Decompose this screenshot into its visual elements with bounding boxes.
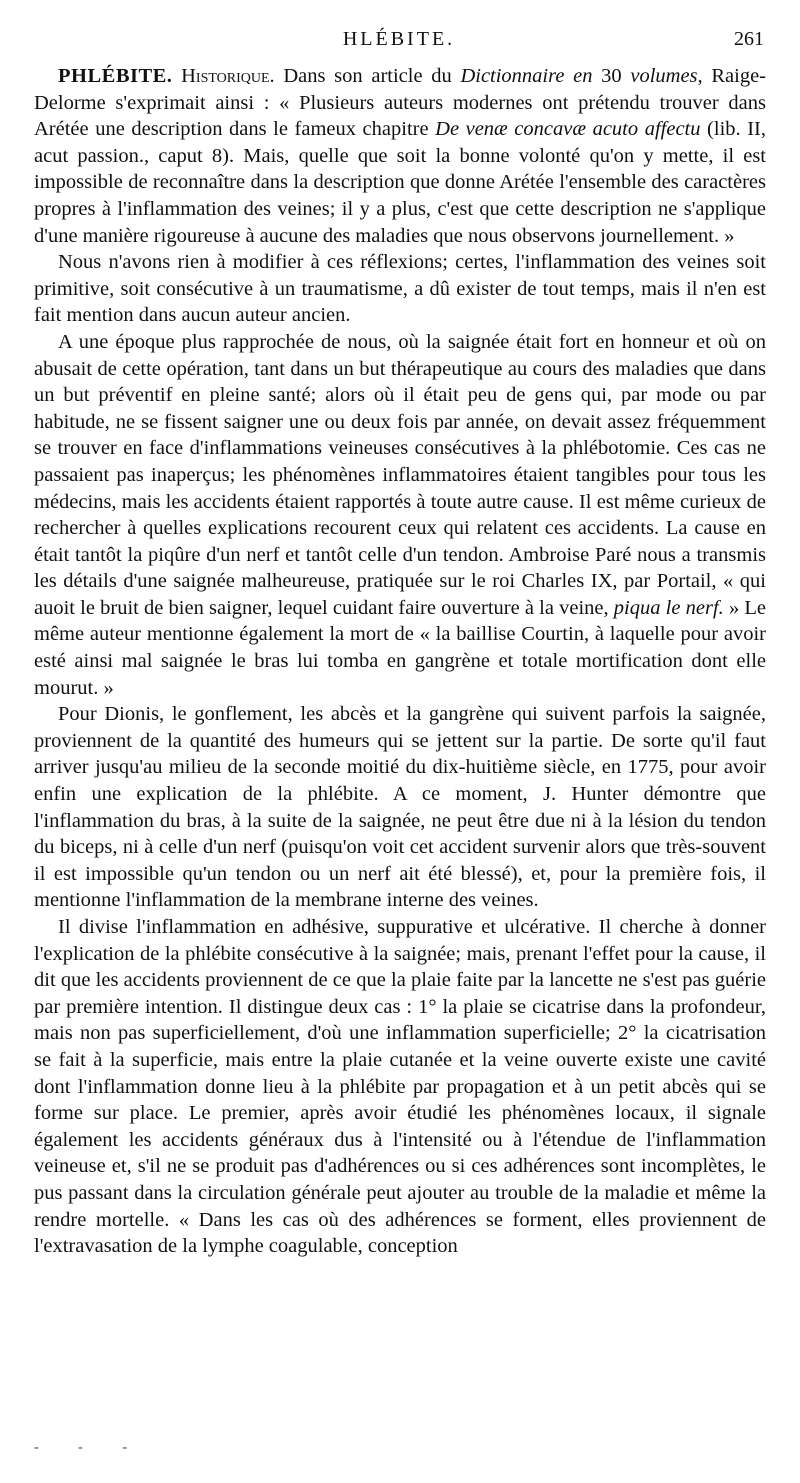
paragraph-1 — [34, 63, 766, 249]
paragraph-5: Il divise l'inflammation en adhésive, suppurative et ulcérative. Il cherche à donner l'explication de la phlébite consécutive à la saignée; mais, prenant l'effet pour la cause, il dit que les accidents proviennent de ce que la plaie faite par la lancette ne s'est pas guérie par première intention. Il distingue deux cas : 1° la plaie se cicatrise dans la profondeur, mais non pas superficiellement, d'où une inflammation superficielle; 2° la cicatrisation se fait à la superficie, mais entre la plaie cutanée et la veine ouverte existe une cavité dont l'inflammation donne lieu à la phlébite par propagation et à un petit abcès qui se forme sur place. Le premier, après avoir étudié les phénomènes locaux, il signale également les accidents généraux dus à l'intensité ou à l'étendue de l'inflammation veineuse et, s'il ne se produit pas d'adhérences ou si ces adhérences sont incomplètes, le pus passant dans la circulation générale peut ajouter au trouble de la maladie et même la rendre mortelle. « Dans les cas où des adhérences se forment, elles proviennent de l'extravasation de la lymphe coagulable, conception — [34, 916, 766, 1258]
paragraph-text: A une époque plus rapprochée de nous, où la saignée était fort en honneur et où on abusait de cette opération, tant dans un but thérapeutique au cours des maladies que dans un but préventif en pleine santé; alors où il était peu de gens qui, par mode ou par habitude, ne se fissent saigner une ou deux fois par année, on devait assez fréquemment se trouver en face d'inflammations veineuses consécutives à la phlébotomie. Ces cas ne passaient pas inaperçus; les phénomènes inflammatoires étaient tangibles pour tous les médecins, mais les accidents étaient rapportés à toute autre cause. Il est même curieux de rechercher à quelles explications recourent ceux qui relatent ces accidents. La cause en était tantôt la piqûre d'un nerf et tantôt celle d'un tendon. Ambroise Paré nous a transmis les détails d'une saignée malheureuse, pratiquée sur le roi Charles IX, par Portail, « qui auoit le bruit de bien saigner, lequel cuidant faire ouverture à la veine, — [34, 330, 766, 619]
paragraph-text: (lib. II, acut passion., caput 8). Mais, quelle que soit la bonne volonté qu'on y mette, il est impossible de reconnaître dans la description que donne Arétée l'ensemble des caractères propres à l'inflammation des veines; il y a plus, c'est que cette description ne s'applique d'une manière rigoureuse à aucune des maladies que nous observons journellement. » — [34, 118, 766, 247]
paragraph-text: Raige-Delorme s'exprimait ainsi : « Plusieurs auteurs modernes ont prétendu trouver dans Arétée une description dans le fameux chapitre — [34, 65, 766, 141]
print-marks: - - - — [34, 1440, 145, 1455]
paragraph-text: » Le même auteur mentionne également la mort de « la baillise Courtin, à laquelle pour avoir esté ainsi mal saignée le bras lui tomba en gangrène et totale mortification dont elle mourut. » — [34, 596, 766, 699]
paragraph-3 — [34, 329, 766, 701]
paragraph-text: Dans son article du — [274, 65, 461, 87]
paragraph-2: Nous n'avons rien à modifier à ces réflexions; certes, l'inflammation des veines soit primitive, soit consécutive à un traumatisme, a dû exister de tout temps, mais il n'en est fait mention dans aucun auteur ancien. — [34, 251, 766, 327]
article-heading: PHLÉBITE. — [58, 65, 173, 87]
paragraph-4: Pour Dionis, le gonflement, les abcès et la gangrène qui suivent parfois la saignée, proviennent de la quantité des humeurs qui se jettent sur la partie. De sorte qu'il faut arriver jusqu'au milieu de la seconde moitié du dix-huitième siècle, en 1775, pour avoir enfin une explication de la phlébite. A ce moment, J. Hunter démontre que l'inflammation du bras, à la suite de la saignée, ne peut être due ni à la lésion du tendon du biceps, ni à celle d'un nerf (puisqu'on voit cet accident survenir alors que très-souvent il est impossible qu'un tendon ou un nerf ait été blessé), et, pour la première fois, il mentionne l'inflammation de la membrane interne des veines. — [34, 703, 766, 912]
italic-text: volumes, — [630, 65, 703, 87]
section-heading: Historique. — [181, 65, 275, 87]
paragraph-text: 30 — [592, 65, 631, 87]
running-title: HLÉBITE. — [342, 28, 456, 50]
page-number: 261 — [734, 28, 764, 50]
page-body — [34, 63, 766, 1260]
italic-text: piqua le nerf. — [613, 596, 724, 619]
page-header — [34, 26, 764, 60]
italic-text: De venæ concavæ acuto affectu — [435, 118, 701, 141]
italic-text: Dictionnaire en — [460, 65, 593, 87]
